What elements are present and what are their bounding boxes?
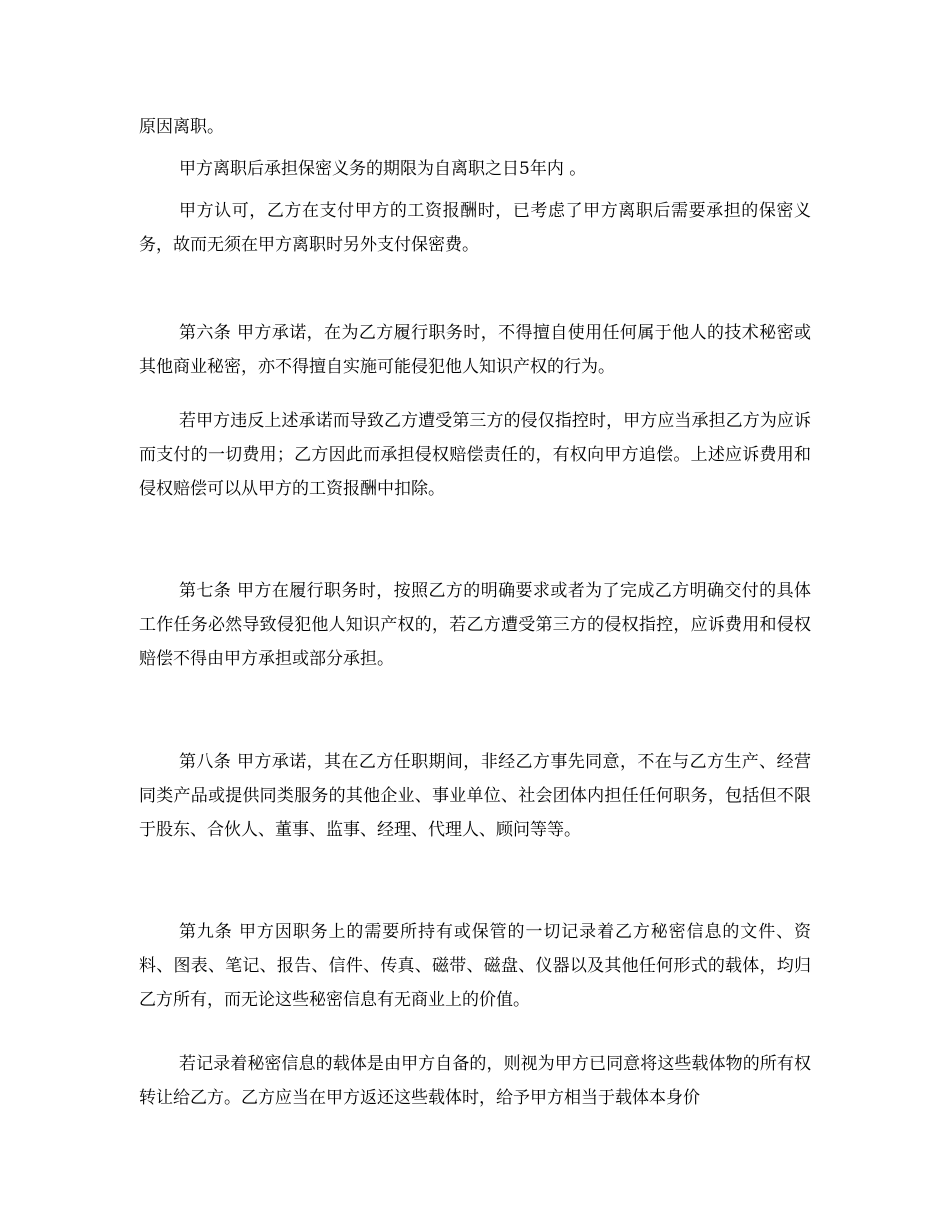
article-6-followup-paragraph: 若甲方违反上述承诺而导致乙方遭受第三方的侵仅指控时，甲方应当承担乙方为应诉而支付的一切费用；乙方因此而承担侵权赔偿责任的，有权向甲方追偿。上述应诉费用和侵权赔偿可以从甲方的工资报酬中扣除。 — [139, 411, 811, 499]
article-7-paragraph: 第七条 甲方在履行职务时，按照乙方的明确要求或者为了完成乙方明确交付的具体工作任务必然导致侵犯他人知识产权的，若乙方遭受第三方的侵权指控，应诉费用和侵权赔偿不得由甲方承担或部分承担。 — [139, 581, 811, 669]
article-6-paragraph: 第六条 甲方承诺，在为乙方履行职务时，不得擅自使用任何属于他人的技术秘密或其他商业秘密，亦不得擅自实施可能侵犯他人知识产权的行为。 — [139, 323, 811, 377]
paragraph-1: 原因离职。 — [139, 117, 224, 137]
article-9-paragraph: 第九条 甲方因职务上的需要所持有或保管的一切记录着乙方秘密信息的文件、资料、图表、笔记、报告、信件、传真、磁带、磁盘、仪器以及其他任何形式的载体，均归乙方所有，而无论这些秘密信息有无商业上的价值。 — [139, 922, 811, 1010]
article-9-followup-paragraph: 若记录着秘密信息的载体是由甲方自备的，则视为甲方已同意将这些载体物的所有权转让给乙方。乙方应当在甲方返还这些载体时，给予甲方相当于载体本身价 — [139, 1054, 811, 1108]
paragraph-2: 甲方离职后承担保密义务的期限为自离职之日5年内 。 — [179, 159, 587, 179]
article-8-paragraph: 第八条 甲方承诺，其在乙方任职期间，非经乙方事先同意，不在与乙方生产、经营同类产品或提供同类服务的其他企业、事业单位、社会团体内担任任何职务，包括但不限于股东、合伙人、董事、监事、经理、代理人、顾问等等。 — [139, 752, 811, 840]
paragraph-3: 甲方认可，乙方在支付甲方的工资报酬时，已考虑了甲方离职后需要承担的保密义务，故而无须在甲方离职时另外支付保密费。 — [139, 201, 811, 255]
